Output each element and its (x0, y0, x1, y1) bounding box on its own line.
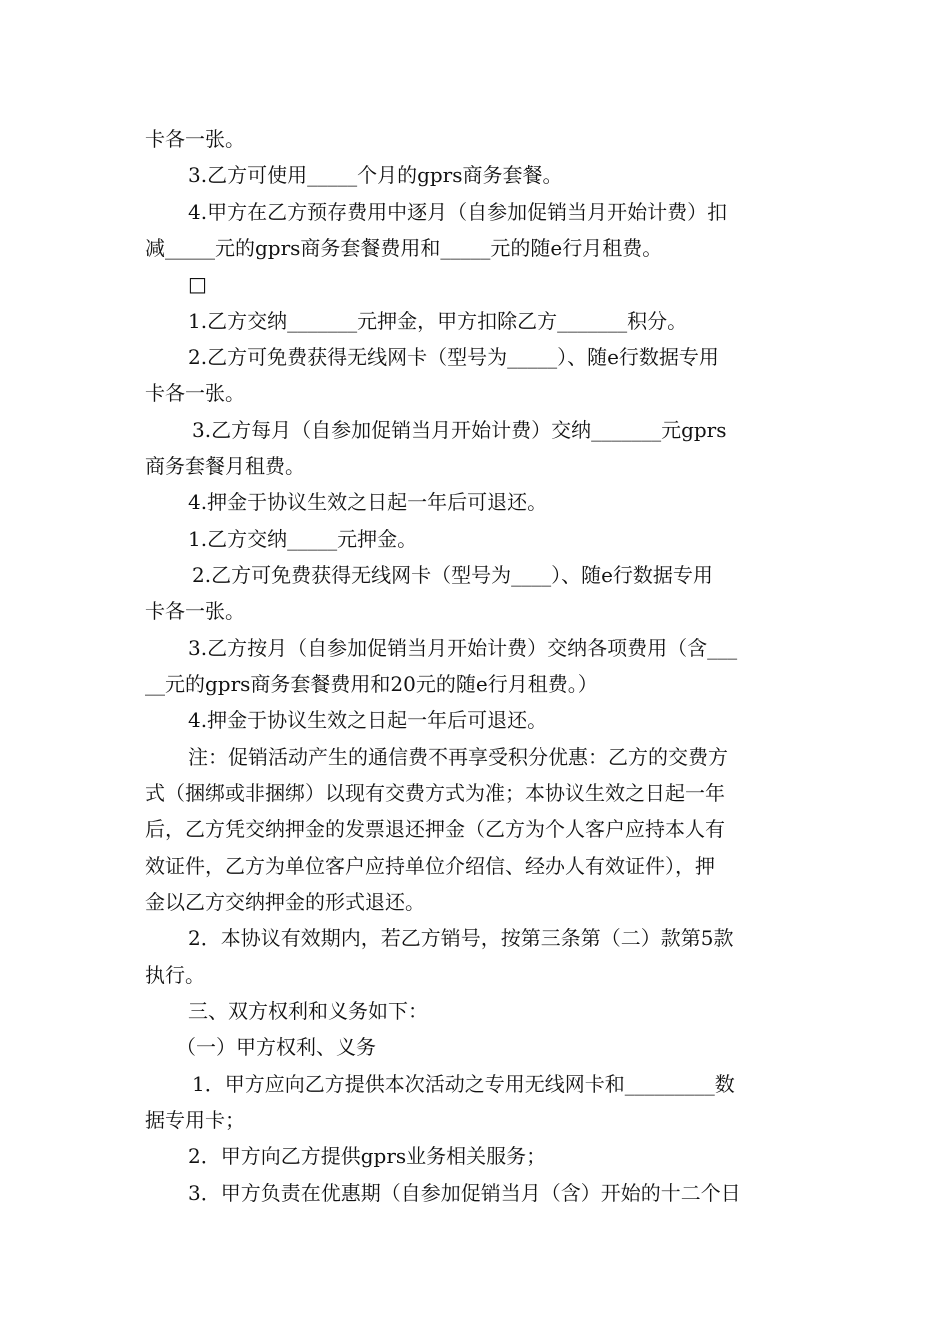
text-line: 4.押金于协议生效之日起一年后可退还。 (188, 490, 548, 514)
text-line: 3.乙方按月（自参加促销当月开始计费）交纳各项费用（含___ (188, 636, 738, 660)
text-line: 执行。 (145, 963, 205, 987)
text-line: 1.乙方交纳_____元押金。 (188, 527, 418, 551)
text-line: 金以乙方交纳押金的形式退还。 (145, 890, 425, 914)
text-line: 据专用卡； (145, 1108, 245, 1132)
text-line: 式（捆绑或非捆绑）以现有交费方式为准；本协议生效之日起一年 (145, 781, 725, 805)
text-line: 3.乙方每月（自参加促销当月开始计费）交纳_______元gprs (192, 418, 727, 442)
text-line: 4.甲方在乙方预存费用中逐月（自参加促销当月开始计费）扣 (188, 200, 728, 224)
text-line: 卡各一张。 (145, 127, 245, 151)
text-line: 效证件，乙方为单位客户应持单位介绍信、经办人有效证件），押 (145, 854, 715, 878)
text-line: 2.乙方可免费获得无线网卡（型号为_____）、随e行数据专用 (188, 345, 719, 369)
subsection-heading: （一）甲方权利、义务 (176, 1035, 376, 1059)
text-line: 减_____元的gprs商务套餐费用和_____元的随e行月租费。 (145, 236, 663, 260)
text-line: 1．甲方应向乙方提供本次活动之专用无线网卡和_________数 (192, 1072, 735, 1096)
text-line: 3.乙方可使用_____个月的gprs商务套餐。 (188, 163, 563, 187)
text-line: 2．本协议有效期内，若乙方销号，按第三条第（二）款第5款 (188, 926, 734, 950)
text-line: 1.乙方交纳_______元押金，甲方扣除乙方_______积分。 (188, 309, 688, 333)
text-line: 卡各一张。 (145, 599, 245, 623)
text-line: 2．甲方向乙方提供gprs业务相关服务； (188, 1144, 547, 1168)
text-line: 卡各一张。 (145, 381, 245, 405)
text-line: 2.乙方可免费获得无线网卡（型号为____）、随e行数据专用 (192, 563, 713, 587)
text-line: 商务套餐月租费。 (145, 454, 305, 478)
section-heading: 三、双方权利和义务如下： (188, 999, 428, 1023)
text-line: 3．甲方负责在优惠期（自参加促销当月（含）开始的十二个日 (188, 1181, 741, 1205)
text-line: 后，乙方凭交纳押金的发票退还押金（乙方为个人客户应持本人有 (145, 817, 725, 841)
text-line: __元的gprs商务套餐费用和20元的随e行月租费。） (145, 672, 598, 696)
text-line: 注：促销活动产生的通信费不再享受积分优惠：乙方的交费方 (188, 745, 728, 769)
text-line: 4.押金于协议生效之日起一年后可退还。 (188, 708, 548, 732)
checkbox-glyph: □ (188, 272, 207, 296)
